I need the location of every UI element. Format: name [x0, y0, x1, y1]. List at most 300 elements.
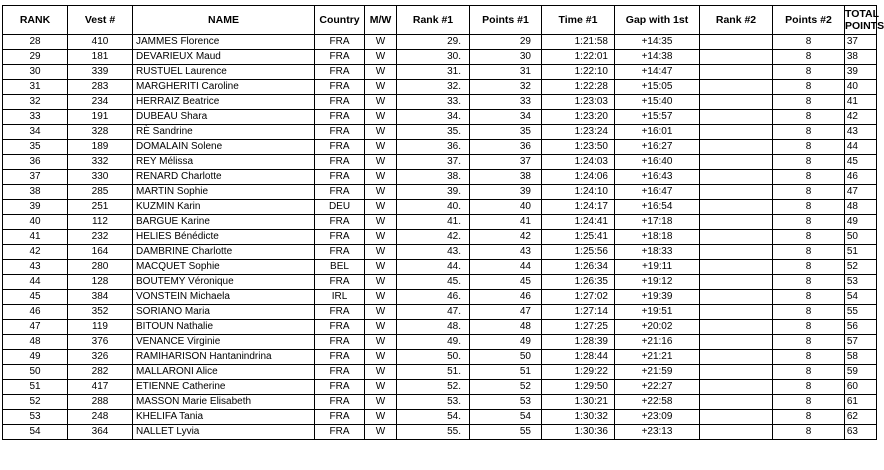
vest-cell: 328 — [68, 125, 133, 140]
table-row — [3, 80, 877, 95]
points1-cell: 46 — [470, 290, 542, 305]
time1-cell: 1:23:03 — [542, 95, 615, 110]
total-points-cell: 41 — [845, 95, 877, 110]
points1-cell: 47 — [470, 305, 542, 320]
points2-cell: 8 — [773, 260, 845, 275]
total-points-cell: 46 — [845, 170, 877, 185]
country-cell: FRA — [315, 50, 365, 65]
country-cell: FRA — [315, 305, 365, 320]
vest-cell: 326 — [68, 350, 133, 365]
points1-cell: 30 — [470, 50, 542, 65]
vest-cell: 191 — [68, 110, 133, 125]
rank-cell: 43 — [3, 260, 68, 275]
rank1-cell: 37. — [397, 155, 470, 170]
mw-cell: W — [365, 200, 397, 215]
gap-cell: +23:13 — [615, 425, 700, 440]
country-cell: FRA — [315, 425, 365, 440]
total-points-cell: 61 — [845, 395, 877, 410]
header-country: Country — [315, 6, 365, 35]
total-points-cell: 45 — [845, 155, 877, 170]
rank1-cell: 47. — [397, 305, 470, 320]
rank-cell: 29 — [3, 50, 68, 65]
country-cell: FRA — [315, 215, 365, 230]
name-cell: DUBEAU Shara — [133, 110, 315, 125]
rank1-cell: 45. — [397, 275, 470, 290]
points1-cell: 39 — [470, 185, 542, 200]
rank1-cell: 55. — [397, 425, 470, 440]
table-row — [3, 95, 877, 110]
gap-cell: +18:18 — [615, 230, 700, 245]
time1-cell: 1:26:34 — [542, 260, 615, 275]
header-name: NAME — [133, 6, 315, 35]
time1-cell: 1:25:41 — [542, 230, 615, 245]
vest-cell: 280 — [68, 260, 133, 275]
country-cell: FRA — [315, 275, 365, 290]
name-cell: REY Mélissa — [133, 155, 315, 170]
time1-cell: 1:23:24 — [542, 125, 615, 140]
country-cell: FRA — [315, 95, 365, 110]
rank-cell: 34 — [3, 125, 68, 140]
rank1-cell: 34. — [397, 110, 470, 125]
table-row — [3, 155, 877, 170]
points1-cell: 54 — [470, 410, 542, 425]
name-cell: ETIENNE Catherine — [133, 380, 315, 395]
rank2-cell — [700, 290, 773, 305]
time1-cell: 1:23:50 — [542, 140, 615, 155]
points2-cell: 8 — [773, 425, 845, 440]
rank-cell: 37 — [3, 170, 68, 185]
points1-cell: 45 — [470, 275, 542, 290]
rank-cell: 41 — [3, 230, 68, 245]
points2-cell: 8 — [773, 365, 845, 380]
total-points-cell: 57 — [845, 335, 877, 350]
header-rank-1: Rank #1 — [397, 6, 470, 35]
time1-cell: 1:27:25 — [542, 320, 615, 335]
rank2-cell — [700, 380, 773, 395]
table-row — [3, 320, 877, 335]
rank2-cell — [700, 305, 773, 320]
mw-cell: W — [365, 335, 397, 350]
time1-cell: 1:24:41 — [542, 215, 615, 230]
name-cell: MACQUET Sophie — [133, 260, 315, 275]
vest-cell: 234 — [68, 95, 133, 110]
rank2-cell — [700, 320, 773, 335]
table-row — [3, 305, 877, 320]
total-points-cell: 48 — [845, 200, 877, 215]
country-cell: FRA — [315, 125, 365, 140]
rank-cell: 35 — [3, 140, 68, 155]
points2-cell: 8 — [773, 320, 845, 335]
points1-cell: 53 — [470, 395, 542, 410]
gap-cell: +22:27 — [615, 380, 700, 395]
country-cell: FRA — [315, 380, 365, 395]
rank-cell: 36 — [3, 155, 68, 170]
mw-cell: W — [365, 185, 397, 200]
rank1-cell: 39. — [397, 185, 470, 200]
gap-cell: +15:40 — [615, 95, 700, 110]
table-row — [3, 140, 877, 155]
country-cell: FRA — [315, 350, 365, 365]
rank-cell: 42 — [3, 245, 68, 260]
rank2-cell — [700, 80, 773, 95]
rank2-cell — [700, 95, 773, 110]
country-cell: FRA — [315, 320, 365, 335]
table-row — [3, 380, 877, 395]
vest-cell: 288 — [68, 395, 133, 410]
points1-cell: 49 — [470, 335, 542, 350]
rank-cell: 54 — [3, 425, 68, 440]
rank1-cell: 41. — [397, 215, 470, 230]
table-row — [3, 185, 877, 200]
rank1-cell: 36. — [397, 140, 470, 155]
time1-cell: 1:22:01 — [542, 50, 615, 65]
country-cell: FRA — [315, 35, 365, 50]
country-cell: FRA — [315, 65, 365, 80]
table-row — [3, 395, 877, 410]
points1-cell: 36 — [470, 140, 542, 155]
rank-cell: 39 — [3, 200, 68, 215]
points1-cell: 43 — [470, 245, 542, 260]
points2-cell: 8 — [773, 65, 845, 80]
rank-cell: 45 — [3, 290, 68, 305]
points2-cell: 8 — [773, 200, 845, 215]
points1-cell: 35 — [470, 125, 542, 140]
name-cell: NALLET Lyvia — [133, 425, 315, 440]
table-row — [3, 290, 877, 305]
rank1-cell: 29. — [397, 35, 470, 50]
gap-cell: +16:47 — [615, 185, 700, 200]
total-points-cell: 42 — [845, 110, 877, 125]
total-points-cell: 50 — [845, 230, 877, 245]
rank-cell: 40 — [3, 215, 68, 230]
country-cell: FRA — [315, 395, 365, 410]
table-row — [3, 260, 877, 275]
header-rank: RANK — [3, 6, 68, 35]
gap-cell: +14:35 — [615, 35, 700, 50]
total-points-cell: 63 — [845, 425, 877, 440]
mw-cell: W — [365, 410, 397, 425]
gap-cell: +22:58 — [615, 395, 700, 410]
rank2-cell — [700, 365, 773, 380]
time1-cell: 1:27:14 — [542, 305, 615, 320]
points1-cell: 33 — [470, 95, 542, 110]
table-row — [3, 125, 877, 140]
country-cell: FRA — [315, 110, 365, 125]
country-cell: FRA — [315, 245, 365, 260]
total-points-cell: 58 — [845, 350, 877, 365]
results-body — [3, 35, 877, 440]
time1-cell: 1:29:22 — [542, 365, 615, 380]
time1-cell: 1:25:56 — [542, 245, 615, 260]
rank1-cell: 43. — [397, 245, 470, 260]
mw-cell: W — [365, 170, 397, 185]
name-cell: RENARD Charlotte — [133, 170, 315, 185]
vest-cell: 189 — [68, 140, 133, 155]
table-row — [3, 275, 877, 290]
rank-cell: 49 — [3, 350, 68, 365]
name-cell: VONSTEIN Michaela — [133, 290, 315, 305]
header-points-1: Points #1 — [470, 6, 542, 35]
vest-cell: 119 — [68, 320, 133, 335]
points1-cell: 42 — [470, 230, 542, 245]
vest-cell: 248 — [68, 410, 133, 425]
gap-cell: +23:09 — [615, 410, 700, 425]
rank1-cell: 49. — [397, 335, 470, 350]
points1-cell: 32 — [470, 80, 542, 95]
total-points-cell: 62 — [845, 410, 877, 425]
country-cell: IRL — [315, 290, 365, 305]
vest-cell: 364 — [68, 425, 133, 440]
total-points-cell: 54 — [845, 290, 877, 305]
rank1-cell: 33. — [397, 95, 470, 110]
gap-cell: +19:12 — [615, 275, 700, 290]
points2-cell: 8 — [773, 395, 845, 410]
name-cell: JAMMES Florence — [133, 35, 315, 50]
name-cell: DOMALAIN Solene — [133, 140, 315, 155]
mw-cell: W — [365, 65, 397, 80]
time1-cell: 1:27:02 — [542, 290, 615, 305]
rank2-cell — [700, 170, 773, 185]
name-cell: MALLARONI Alice — [133, 365, 315, 380]
total-points-cell: 55 — [845, 305, 877, 320]
table-row — [3, 65, 877, 80]
rank-cell: 48 — [3, 335, 68, 350]
rank-cell: 50 — [3, 365, 68, 380]
rank1-cell: 44. — [397, 260, 470, 275]
rank2-cell — [700, 110, 773, 125]
time1-cell: 1:26:35 — [542, 275, 615, 290]
time1-cell: 1:22:10 — [542, 65, 615, 80]
mw-cell: W — [365, 230, 397, 245]
rank-cell: 47 — [3, 320, 68, 335]
rank1-cell: 52. — [397, 380, 470, 395]
points2-cell: 8 — [773, 290, 845, 305]
rank-cell: 32 — [3, 95, 68, 110]
gap-cell: +16:40 — [615, 155, 700, 170]
vest-cell: 251 — [68, 200, 133, 215]
gap-cell: +16:27 — [615, 140, 700, 155]
mw-cell: W — [365, 275, 397, 290]
gap-cell: +19:11 — [615, 260, 700, 275]
total-points-cell: 40 — [845, 80, 877, 95]
mw-cell: W — [365, 95, 397, 110]
rank2-cell — [700, 140, 773, 155]
vest-cell: 283 — [68, 80, 133, 95]
vest-cell: 417 — [68, 380, 133, 395]
points2-cell: 8 — [773, 230, 845, 245]
points2-cell: 8 — [773, 170, 845, 185]
table-row — [3, 245, 877, 260]
country-cell: FRA — [315, 185, 365, 200]
points1-cell: 41 — [470, 215, 542, 230]
header-gap: Gap with 1st — [615, 6, 700, 35]
rank2-cell — [700, 215, 773, 230]
header-time-1: Time #1 — [542, 6, 615, 35]
table-row — [3, 50, 877, 65]
rank2-cell — [700, 335, 773, 350]
name-cell: HELIES Bénédicte — [133, 230, 315, 245]
table-row — [3, 110, 877, 125]
points2-cell: 8 — [773, 80, 845, 95]
gap-cell: +16:43 — [615, 170, 700, 185]
name-cell: BARGUE Karine — [133, 215, 315, 230]
gap-cell: +20:02 — [615, 320, 700, 335]
points1-cell: 40 — [470, 200, 542, 215]
total-points-cell: 59 — [845, 365, 877, 380]
name-cell: KHELIFA Tania — [133, 410, 315, 425]
mw-cell: W — [365, 380, 397, 395]
vest-cell: 330 — [68, 170, 133, 185]
points2-cell: 8 — [773, 350, 845, 365]
points2-cell: 8 — [773, 380, 845, 395]
rank-cell: 52 — [3, 395, 68, 410]
mw-cell: W — [365, 215, 397, 230]
points1-cell: 34 — [470, 110, 542, 125]
mw-cell: W — [365, 350, 397, 365]
rank-cell: 28 — [3, 35, 68, 50]
time1-cell: 1:24:03 — [542, 155, 615, 170]
points2-cell: 8 — [773, 50, 845, 65]
rank1-cell: 31. — [397, 65, 470, 80]
mw-cell: W — [365, 305, 397, 320]
time1-cell: 1:22:28 — [542, 80, 615, 95]
rank-cell: 31 — [3, 80, 68, 95]
gap-cell: +21:59 — [615, 365, 700, 380]
vest-cell: 164 — [68, 245, 133, 260]
header-mw: M/W — [365, 6, 397, 35]
rank-cell: 33 — [3, 110, 68, 125]
mw-cell: W — [365, 110, 397, 125]
country-cell: BEL — [315, 260, 365, 275]
total-points-cell: 38 — [845, 50, 877, 65]
name-cell: BITOUN Nathalie — [133, 320, 315, 335]
name-cell: MASSON Marie Elisabeth — [133, 395, 315, 410]
name-cell: DAMBRINE Charlotte — [133, 245, 315, 260]
country-cell: FRA — [315, 335, 365, 350]
total-points-cell: 52 — [845, 260, 877, 275]
gap-cell: +14:38 — [615, 50, 700, 65]
table-row — [3, 170, 877, 185]
rank1-cell: 35. — [397, 125, 470, 140]
mw-cell: W — [365, 290, 397, 305]
points2-cell: 8 — [773, 410, 845, 425]
mw-cell: W — [365, 320, 397, 335]
country-cell: FRA — [315, 140, 365, 155]
rank1-cell: 51. — [397, 365, 470, 380]
vest-cell: 410 — [68, 35, 133, 50]
country-cell: FRA — [315, 170, 365, 185]
points2-cell: 8 — [773, 185, 845, 200]
rank2-cell — [700, 395, 773, 410]
table-row — [3, 200, 877, 215]
total-points-cell: 44 — [845, 140, 877, 155]
name-cell: RUSTUEL Laurence — [133, 65, 315, 80]
rank1-cell: 48. — [397, 320, 470, 335]
country-cell: FRA — [315, 80, 365, 95]
mw-cell: W — [365, 395, 397, 410]
rank1-cell: 50. — [397, 350, 470, 365]
points1-cell: 31 — [470, 65, 542, 80]
gap-cell: +17:18 — [615, 215, 700, 230]
rank2-cell — [700, 35, 773, 50]
time1-cell: 1:28:39 — [542, 335, 615, 350]
points1-cell: 48 — [470, 320, 542, 335]
points2-cell: 8 — [773, 305, 845, 320]
points2-cell: 8 — [773, 245, 845, 260]
rank2-cell — [700, 125, 773, 140]
rank2-cell — [700, 260, 773, 275]
time1-cell: 1:24:10 — [542, 185, 615, 200]
total-points-cell: 53 — [845, 275, 877, 290]
points1-cell: 29 — [470, 35, 542, 50]
rank2-cell — [700, 275, 773, 290]
rank2-cell — [700, 200, 773, 215]
gap-cell: +21:21 — [615, 350, 700, 365]
time1-cell: 1:28:44 — [542, 350, 615, 365]
name-cell: SORIANO Maria — [133, 305, 315, 320]
rank-cell: 46 — [3, 305, 68, 320]
rank1-cell: 40. — [397, 200, 470, 215]
table-row — [3, 35, 877, 50]
total-points-cell: 51 — [845, 245, 877, 260]
total-points-cell: 49 — [845, 215, 877, 230]
gap-cell: +18:33 — [615, 245, 700, 260]
rank2-cell — [700, 245, 773, 260]
name-cell: MARTIN Sophie — [133, 185, 315, 200]
mw-cell: W — [365, 260, 397, 275]
mw-cell: W — [365, 245, 397, 260]
points1-cell: 52 — [470, 380, 542, 395]
gap-cell: +19:39 — [615, 290, 700, 305]
header-vest: Vest # — [68, 6, 133, 35]
vest-cell: 339 — [68, 65, 133, 80]
mw-cell: W — [365, 35, 397, 50]
mw-cell: W — [365, 425, 397, 440]
points2-cell: 8 — [773, 35, 845, 50]
total-points-cell: 43 — [845, 125, 877, 140]
time1-cell: 1:24:06 — [542, 170, 615, 185]
rank-cell: 44 — [3, 275, 68, 290]
name-cell: RAMIHARISON Hantanindrina — [133, 350, 315, 365]
mw-cell: W — [365, 125, 397, 140]
points1-cell: 44 — [470, 260, 542, 275]
vest-cell: 352 — [68, 305, 133, 320]
name-cell: RÈ Sandrine — [133, 125, 315, 140]
vest-cell: 332 — [68, 155, 133, 170]
rank-cell: 30 — [3, 65, 68, 80]
time1-cell: 1:30:36 — [542, 425, 615, 440]
points2-cell: 8 — [773, 110, 845, 125]
points2-cell: 8 — [773, 215, 845, 230]
country-cell: DEU — [315, 200, 365, 215]
total-points-cell: 60 — [845, 380, 877, 395]
name-cell: VENANCE Virginie — [133, 335, 315, 350]
points1-cell: 51 — [470, 365, 542, 380]
gap-cell: +21:16 — [615, 335, 700, 350]
mw-cell: W — [365, 155, 397, 170]
points1-cell: 38 — [470, 170, 542, 185]
table-row — [3, 215, 877, 230]
vest-cell: 181 — [68, 50, 133, 65]
table-row — [3, 335, 877, 350]
country-cell: FRA — [315, 230, 365, 245]
country-cell: FRA — [315, 410, 365, 425]
header-row — [3, 6, 877, 35]
total-points-cell: 37 — [845, 35, 877, 50]
points2-cell: 8 — [773, 125, 845, 140]
rank2-cell — [700, 65, 773, 80]
table-row — [3, 410, 877, 425]
